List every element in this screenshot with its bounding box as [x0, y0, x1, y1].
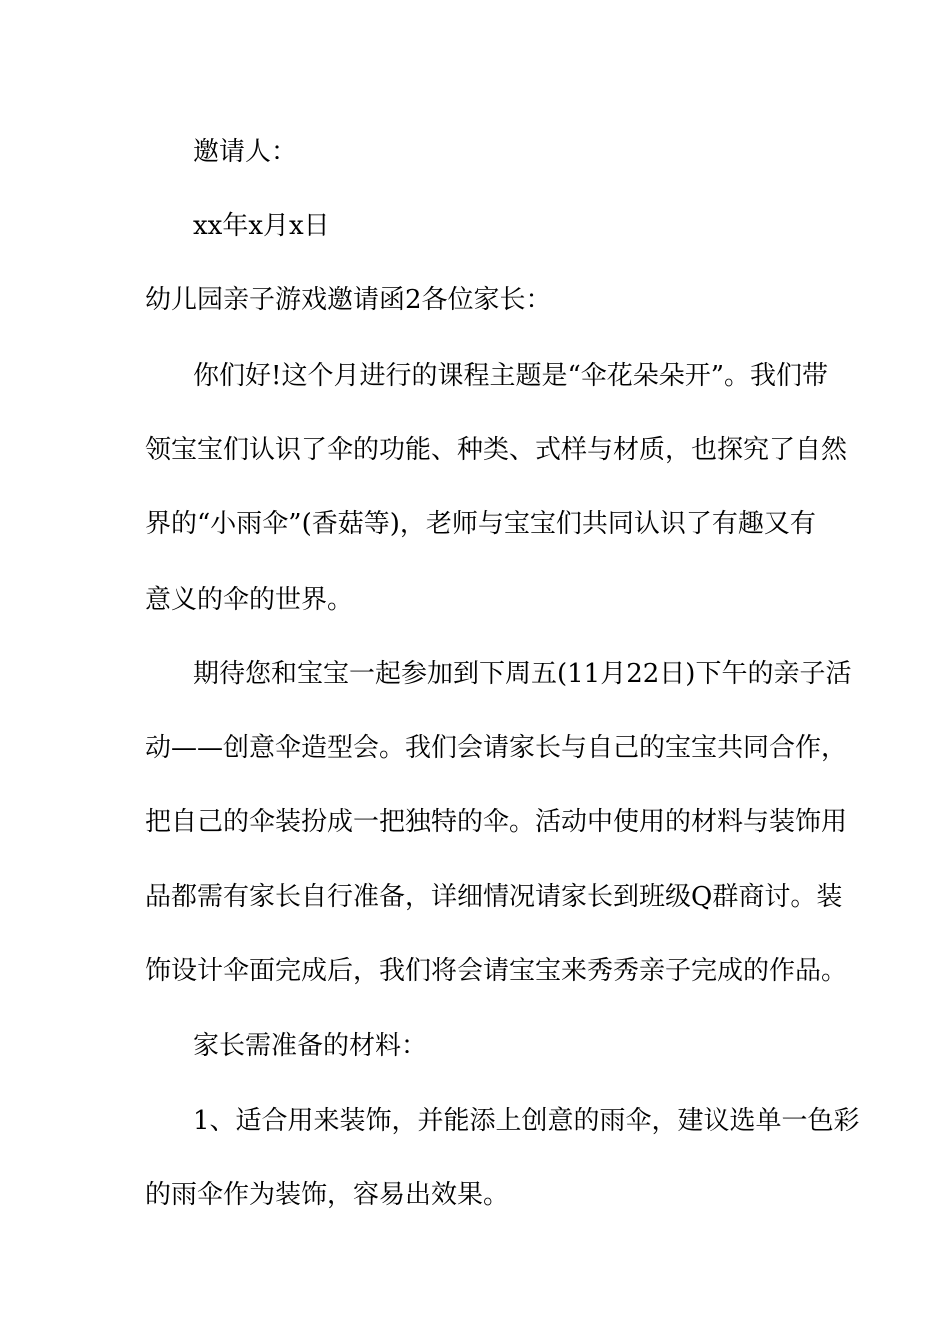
list-item-text: 的雨伞作为装饰，容易出效果。 — [145, 1180, 510, 1210]
paragraph-line: 界的“小雨伞”(香菇等)，老师与宝宝们共同认识了有趣又有 — [145, 509, 816, 539]
paragraph-line: 动——创意伞造型会。我们会请家长与自己的宝宝共同合作， — [145, 733, 848, 763]
paragraph-line: 品都需有家长自行准备，详细情况请家长到班级Q群商讨。装 — [145, 882, 843, 912]
materials-heading: 家长需准备的材料： — [193, 1031, 428, 1061]
list-item-text: 1、适合用来装饰，并能添上创意的雨伞，建议选单一色彩 — [193, 1106, 860, 1136]
section-heading: 幼儿园亲子游戏邀请函2各位家长： — [145, 285, 552, 315]
inviter-label: 邀请人： — [193, 137, 298, 167]
date-line: xx年x月x日 — [193, 211, 330, 241]
paragraph-line: 期待您和宝宝一起参加到下周五(11月22日)下午的亲子活 — [193, 659, 852, 689]
paragraph-line: 领宝宝们认识了伞的功能、种类、式样与材质，也探究了自然 — [145, 435, 848, 465]
paragraph-line: 意义的伞的世界。 — [145, 585, 354, 615]
paragraph-line: 饰设计伞面完成后，我们将会请宝宝来秀秀亲子完成的作品。 — [145, 956, 848, 986]
paragraph-line: 把自己的伞装扮成一把独特的伞。活动中使用的材料与装饰用 — [145, 807, 848, 837]
paragraph-line: 你们好!这个月进行的课程主题是“伞花朵朵开”。我们带 — [193, 361, 829, 391]
